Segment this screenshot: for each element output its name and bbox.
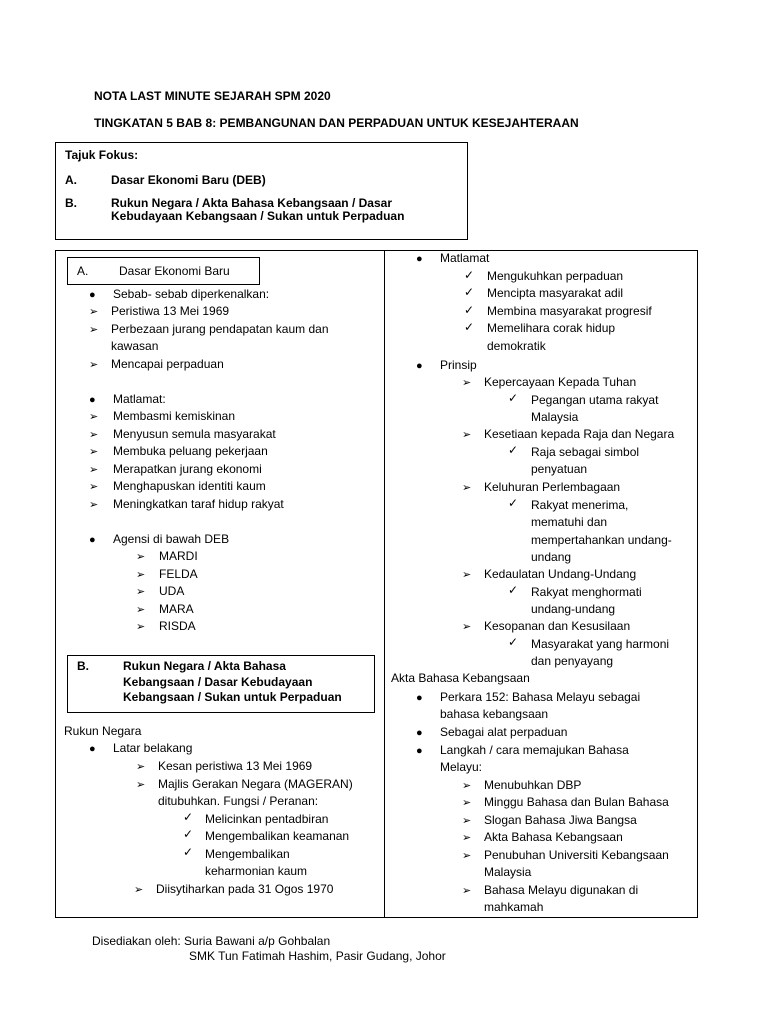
list-item: penyatuan (531, 462, 588, 476)
r-matlamat-label: Matlamat (440, 251, 490, 265)
focus-item-b-line1: Rukun Negara / Akta Bahasa Kebangsaan / Dasar (111, 196, 392, 210)
check-icon: ✓ (508, 583, 519, 597)
bullet-icon: ● (416, 692, 423, 704)
list-item: Akta Bahasa Kebangsaan (484, 830, 623, 844)
list-item: Perbezaan jurang pendapatan kaum dan (111, 322, 329, 336)
arrow-icon: ➢ (462, 482, 472, 494)
check-icon: ✓ (464, 268, 475, 282)
list-item: Bahasa Melayu digunakan di (484, 883, 639, 897)
list-item: Slogan Bahasa Jiwa Bangsa (484, 813, 637, 827)
bullet-icon: ● (416, 727, 423, 739)
bullet-icon: ● (416, 360, 423, 372)
check-icon: ✓ (464, 285, 475, 299)
column-divider (384, 250, 385, 918)
arrow-icon: ➢ (89, 499, 99, 511)
arrow-icon: ➢ (136, 569, 146, 581)
list-item: Malaysia (531, 410, 579, 424)
bullet-icon: ● (89, 394, 96, 406)
rukun-heading: Rukun Negara (64, 724, 142, 738)
focus-heading: Tajuk Fokus: (65, 148, 139, 162)
list-item: Masyarakat yang harmoni (531, 637, 670, 651)
list-item: Rakyat menerima, (531, 498, 629, 512)
list-item: undang-undang (531, 602, 616, 616)
list-item: Perkara 152: Bahasa Melayu sebagai (440, 690, 641, 704)
list-item: UDA (159, 584, 185, 598)
list-item: Majlis Gerakan Negara (MAGERAN) (158, 777, 353, 791)
list-item: MARA (159, 602, 194, 616)
arrow-icon: ➢ (136, 621, 146, 633)
arrow-icon: ➢ (462, 780, 472, 792)
list-item: RISDA (159, 619, 196, 633)
list-item: Memelihara corak hidup (487, 321, 616, 335)
list-item: Kesan peristiwa 13 Mei 1969 (158, 759, 313, 773)
footer-school: SMK Tun Fatimah Hashim, Pasir Gudang, Johor (189, 949, 446, 963)
check-icon: ✓ (508, 443, 519, 457)
section-a-letter: A. (77, 264, 89, 278)
arrow-icon: ➢ (462, 797, 472, 809)
arrow-icon: ➢ (89, 481, 99, 493)
bullet-icon: ● (416, 745, 423, 757)
list-item: Membina masyarakat progresif (487, 304, 652, 318)
list-item: kawasan (111, 339, 159, 353)
matlamat-label: Matlamat: (113, 392, 166, 406)
prinsip-item: Kesetiaan kepada Raja dan Negara (484, 427, 675, 441)
list-item: keharmonian kaum (205, 864, 308, 878)
bullet-icon: ● (89, 743, 96, 755)
arrow-icon: ➢ (136, 586, 146, 598)
arrow-icon: ➢ (136, 779, 146, 791)
list-item: Penubuhan Universiti Kebangsaan (484, 848, 669, 862)
arrow-icon: ➢ (89, 446, 99, 458)
prinsip-item: Keluhuran Perlembagaan (484, 480, 621, 494)
arrow-icon: ➢ (462, 832, 472, 844)
footer-author: Disediakan oleh: Suria Bawani a/p Gohbalan (92, 934, 331, 948)
prinsip-item: Kepercayaan Kepada Tuhan (484, 375, 637, 389)
arrow-icon: ➢ (89, 324, 99, 336)
sebab-label: Sebab- sebab diperkenalkan: (113, 287, 270, 301)
list-item: dan penyayang (531, 654, 614, 668)
list-item: Langkah / cara memajukan Bahasa (440, 743, 629, 757)
check-icon: ✓ (508, 635, 519, 649)
focus-item-a: Dasar Ekonomi Baru (DEB) (111, 173, 266, 187)
arrow-icon: ➢ (136, 604, 146, 616)
list-item: Raja sebagai simbol (531, 445, 640, 459)
list-item: Menubuhkan DBP (484, 778, 582, 792)
section-a-title: Dasar Ekonomi Baru (119, 264, 230, 278)
check-icon: ✓ (508, 496, 519, 510)
bullet-icon: ● (89, 289, 96, 301)
list-item: Rakyat menghormati (531, 585, 642, 599)
list-item: FELDA (159, 567, 198, 581)
list-item: Menyusun semula masyarakat (113, 427, 276, 441)
list-item: Meningkatkan taraf hidup rakyat (113, 497, 284, 511)
arrow-icon: ➢ (136, 761, 146, 773)
arrow-icon: ➢ (134, 884, 144, 896)
list-item: mahkamah (484, 900, 544, 914)
check-icon: ✓ (183, 845, 194, 859)
arrow-icon: ➢ (89, 306, 99, 318)
list-item: Mencipta masyarakat adil (487, 286, 624, 300)
bullet-icon: ● (89, 534, 96, 546)
list-item: Sebagai alat perpaduan (440, 725, 568, 739)
list-item: undang (531, 550, 572, 564)
list-item: Mengembalikan (205, 847, 290, 861)
section-b-line3: Kebangsaan / Sukan untuk Perpaduan (123, 690, 342, 704)
list-item: Pegangan utama rakyat (531, 393, 659, 407)
arrow-icon: ➢ (89, 359, 99, 371)
arrow-icon: ➢ (136, 551, 146, 563)
list-item: Menghapuskan identiti kaum (113, 479, 266, 493)
arrow-icon: ➢ (89, 429, 99, 441)
focus-letter-a: A. (65, 173, 77, 187)
arrow-icon: ➢ (89, 411, 99, 423)
prinsip-item: Kedaulatan Undang-Undang (484, 567, 637, 581)
focus-letter-b: B. (65, 196, 77, 210)
check-icon: ✓ (464, 303, 475, 317)
check-icon: ✓ (508, 391, 519, 405)
arrow-icon: ➢ (462, 850, 472, 862)
list-item: demokratik (487, 339, 546, 353)
arrow-icon: ➢ (462, 815, 472, 827)
check-icon: ✓ (183, 810, 194, 824)
list-item: Mengukuhkan perpaduan (487, 269, 624, 283)
page-subtitle: TINGKATAN 5 BAB 8: PEMBANGUNAN DAN PERPADUAN UNTUK KESEJAHTERAAN (94, 116, 579, 130)
list-item: Membuka peluang pekerjaan (113, 444, 268, 458)
list-item: Membasmi kemiskinan (113, 409, 236, 423)
list-item: Mengembalikan keamanan (205, 829, 350, 843)
akta-heading: Akta Bahasa Kebangsaan (391, 671, 530, 685)
list-item: mematuhi dan (531, 515, 608, 529)
list-item: Peristiwa 13 Mei 1969 (111, 304, 230, 318)
arrow-icon: ➢ (462, 621, 472, 633)
latar-label: Latar belakang (113, 741, 193, 755)
list-item: MARDI (159, 549, 198, 563)
list-item: Merapatkan jurang ekonomi (113, 462, 262, 476)
agensi-label: Agensi di bawah DEB (113, 532, 230, 546)
list-item: Mencapai perpaduan (111, 357, 224, 371)
list-item: Malaysia (484, 865, 532, 879)
arrow-icon: ➢ (462, 429, 472, 441)
list-item: Melayu: (440, 760, 483, 774)
list-item: Diisytiharkan pada 31 Ogos 1970 (156, 882, 334, 896)
section-b-letter: B. (77, 659, 89, 673)
arrow-icon: ➢ (462, 377, 472, 389)
check-icon: ✓ (183, 827, 194, 841)
bullet-icon: ● (416, 253, 423, 265)
list-item: Minggu Bahasa dan Bulan Bahasa (484, 795, 669, 809)
section-b-line2: Kebangsaan / Dasar Kebudayaan (123, 675, 313, 689)
section-b-line1: Rukun Negara / Akta Bahasa (123, 659, 286, 673)
prinsip-label: Prinsip (440, 358, 477, 372)
list-item: bahasa kebangsaan (440, 707, 549, 721)
page-title: NOTA LAST MINUTE SEJARAH SPM 2020 (94, 89, 331, 103)
prinsip-item: Kesopanan dan Kesusilaan (484, 619, 631, 633)
list-item: ditubuhkan. Fungsi / Peranan: (158, 794, 319, 808)
list-item: Melicinkan pentadbiran (205, 812, 329, 826)
focus-item-b-line2: Kebudayaan Kebangsaan / Sukan untuk Perpaduan (111, 209, 405, 223)
list-item: mempertahankan undang- (531, 533, 672, 547)
arrow-icon: ➢ (462, 569, 472, 581)
arrow-icon: ➢ (462, 885, 472, 897)
arrow-icon: ➢ (89, 464, 99, 476)
check-icon: ✓ (464, 320, 475, 334)
